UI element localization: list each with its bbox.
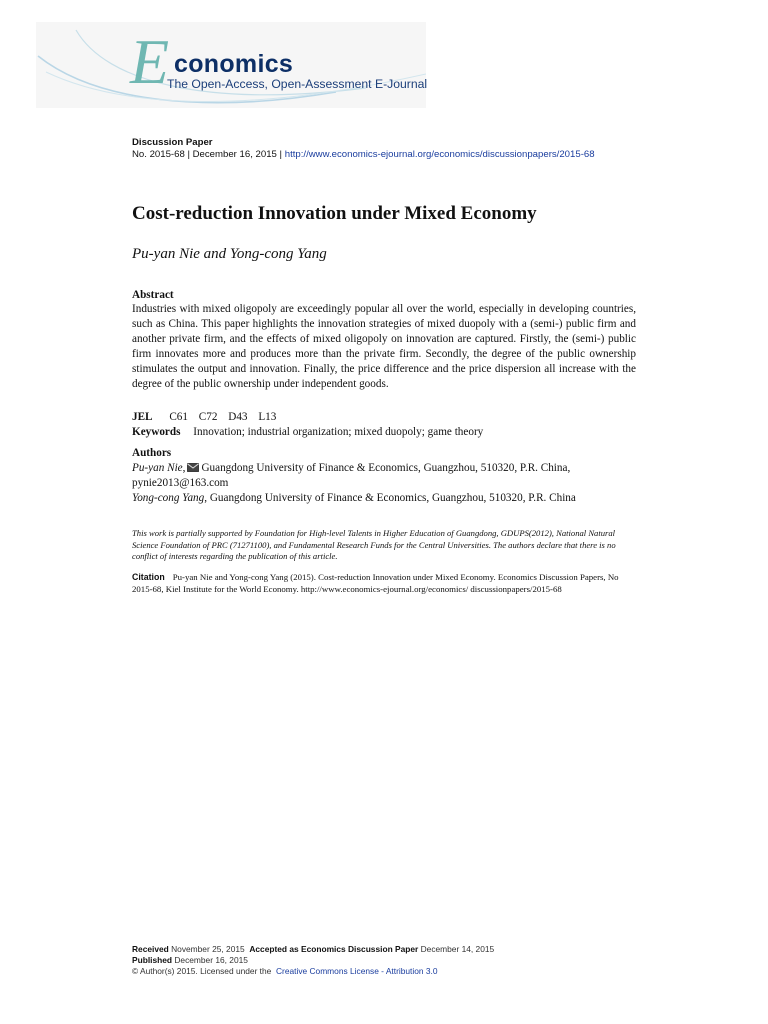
logo-subtitle: The Open-Access, Open-Assessment E-Journal [167, 77, 428, 91]
footer-license-line [132, 966, 494, 977]
author-affiliation: , Guangdong University of Finance & Economics, Guangzhou, 510320, P.R. China [204, 492, 576, 504]
author-affiliation: Guangdong University of Finance & Economics, Guangzhou, 510320, P.R. China, pynie2013@163.com [132, 462, 571, 489]
paper-meta [132, 137, 595, 161]
jel-label: JEL [132, 411, 153, 423]
paper-url-link[interactable]: http://www.economics-ejournal.org/economics/discussionpapers/2015-68 [284, 149, 595, 160]
number-date-line [132, 149, 595, 161]
publication-footer [132, 944, 494, 976]
received-label: Received [132, 944, 169, 954]
author-names: Pu-yan Nie and Yong-cong Yang [132, 246, 327, 262]
author-entry [132, 491, 632, 506]
series-label: Discussion Paper [132, 137, 213, 148]
author-entry: Pu-yan Nie, Guangdong University of Finance & Economics, Guangzhou, 510320, P.R. China, pynie2013@163.com [132, 462, 571, 489]
author-name: Yong-cong Yang [132, 492, 205, 504]
authors-heading: Authors [132, 447, 172, 459]
footer-published-line [132, 955, 494, 966]
license-prefix: © Author(s) 2015. Licensed under the [132, 965, 272, 976]
jel-codes [132, 411, 284, 423]
logo-letter-e: E [130, 26, 170, 97]
footer-dates-line [132, 944, 494, 955]
paper-title: Cost-reduction Innovation under Mixed Economy [132, 203, 537, 224]
accepted-label: Accepted as Economics Discussion Paper [249, 944, 419, 954]
keywords-label: Keywords [132, 426, 181, 438]
jel-code: L13 [258, 411, 277, 423]
accepted-date: December 14, 2015 [420, 944, 495, 954]
envelope-icon[interactable] [187, 463, 199, 472]
abstract-heading: Abstract [132, 289, 174, 301]
published-label: Published [132, 954, 173, 965]
license-link[interactable]: Creative Commons License - Attribution 3.0 [275, 965, 438, 976]
keywords [132, 426, 483, 438]
citation [132, 572, 632, 595]
journal-logo [36, 22, 426, 108]
received-date: November 25, 2015 [171, 944, 245, 954]
jel-code: D43 [228, 411, 248, 423]
citation-text: Pu-yan Nie and Yong-cong Yang (2015). Cost-reduction Innovation under Mixed Economy. Economics Discussion Papers, No 2015-68, Kiel Institute for the World Economy. http://www.economics-ejournal.org/economics/ discussionpapers/2015-68 [132, 572, 619, 594]
author-name: Pu-yan Nie [132, 462, 183, 474]
jel-code: C61 [169, 411, 188, 423]
abstract-text: Industries with mixed oligopoly are exceedingly popular all over the world, especially in developing countries, such as China. This paper highlights the innovation strategies of mixed duopoly with a (semi-) public firm and another private firm, and the effects of mixed oligopoly on innovation are captured. Firstly, the (semi-) public firm innovates more and produces more than the private firm. Secondly, the degree of the public ownership stimulates the output and innovation. Finally, the price difference and the price dispersion all increase with the degree of the public ownership under independent goods. [132, 303, 636, 390]
citation-label: Citation [132, 572, 165, 582]
published-date: December 16, 2015 [174, 954, 248, 965]
funding-note: This work is partially supported by Foundation for High-level Talents in Higher Education of Guangdong, GDUPS(2012), National Natural Science Foundation of PRC (71271100), and Fundamental Research Funds for the Central Universities. The authors declare that there is no conflict of interests regarding the publication of this article. [132, 528, 616, 562]
keywords-text: Innovation; industrial organization; mixed duopoly; game theory [193, 426, 484, 438]
paper-number-date: No. 2015-68 | December 16, 2015 | [132, 149, 283, 160]
logo-title: conomics [174, 50, 294, 78]
authors-list [132, 461, 632, 506]
jel-code: C72 [198, 411, 218, 423]
